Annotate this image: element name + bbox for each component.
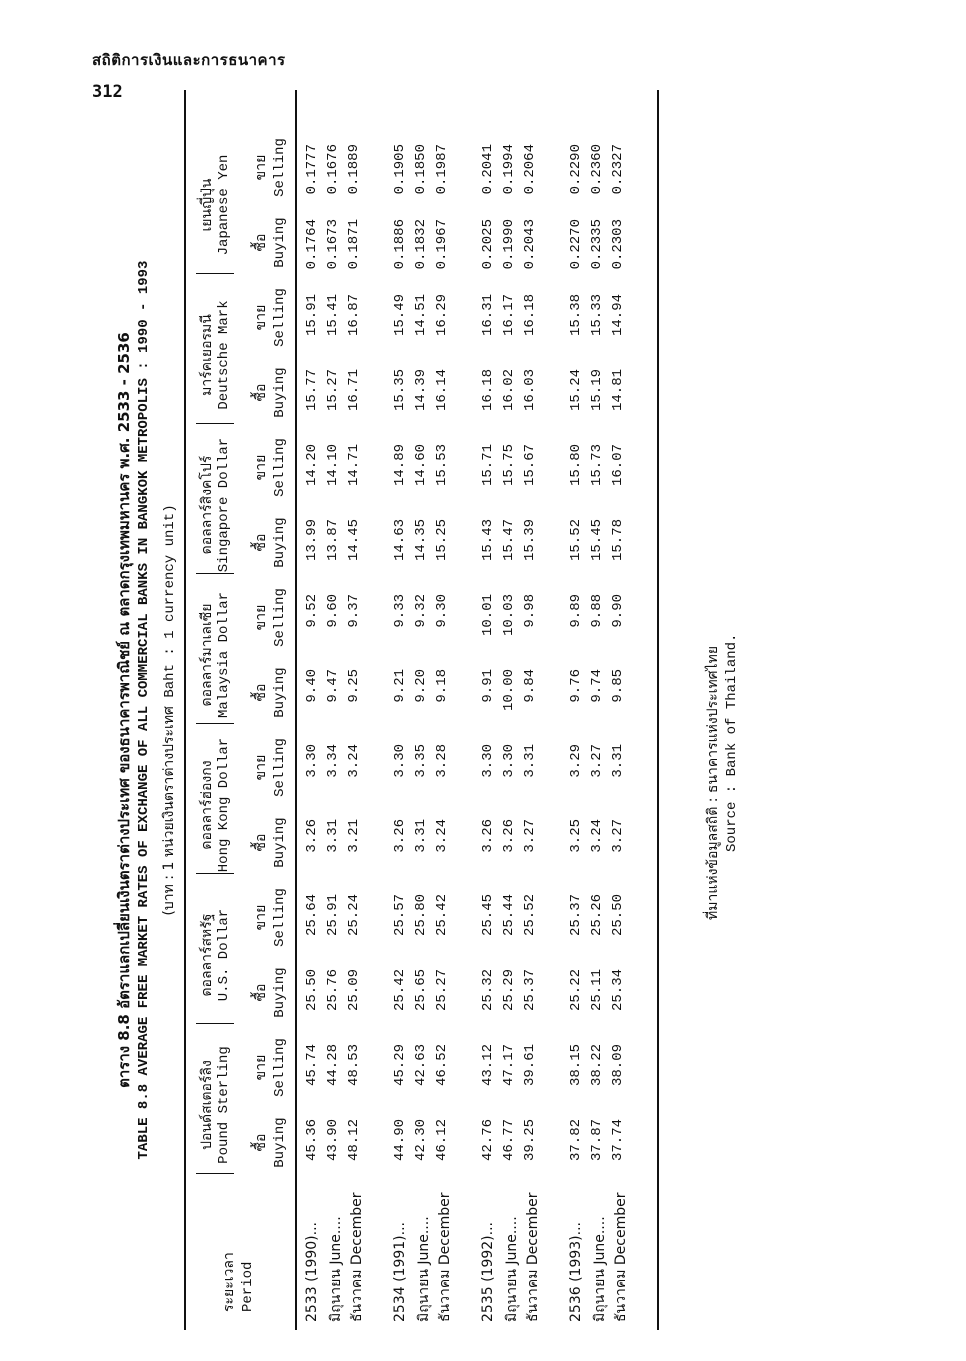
rate-cell: 15.80 — [568, 444, 584, 487]
row-period: ธันวาคม December — [349, 1192, 365, 1322]
buy-label-thai: ซื้อ — [253, 383, 269, 402]
rate-cell: 45.74 — [304, 1044, 320, 1087]
rate-cell: 14.51 — [413, 294, 429, 337]
rate-cell: 0.2270 — [568, 219, 584, 270]
column-divider — [196, 723, 234, 724]
rate-cell: 15.39 — [522, 519, 538, 562]
currency-name-thai: ดอลลาร์สิงคโปร์ — [199, 455, 215, 555]
rate-cell: 25.44 — [501, 894, 517, 937]
rate-cell: 0.2335 — [589, 219, 605, 270]
rate-cell: 16.87 — [346, 294, 362, 337]
rate-cell: 0.1673 — [325, 219, 341, 270]
buy-label-english: Buying — [272, 967, 288, 1018]
rate-cell: 15.24 — [568, 369, 584, 412]
rate-cell: 16.29 — [434, 294, 450, 337]
rate-cell: 16.14 — [434, 369, 450, 412]
buy-label-english: Buying — [272, 667, 288, 718]
rate-cell: 9.60 — [325, 594, 341, 628]
period-header-thai: ระยะเวลา — [221, 1252, 237, 1312]
rate-cell: 14.35 — [413, 519, 429, 562]
rate-cell: 38.15 — [568, 1044, 584, 1087]
rate-cell: 9.90 — [610, 594, 626, 628]
rate-cell: 43.90 — [325, 1119, 341, 1162]
sell-label-english: Selling — [272, 288, 288, 347]
rate-cell: 15.67 — [522, 444, 538, 487]
rate-cell: 46.12 — [434, 1119, 450, 1162]
buy-label-english: Buying — [272, 1117, 288, 1168]
rate-cell: 0.1676 — [325, 144, 341, 195]
rate-cell: 14.39 — [413, 369, 429, 412]
rate-cell: 37.82 — [568, 1119, 584, 1162]
buy-label-english: Buying — [272, 517, 288, 568]
row-period: มิถุนายน June.... — [504, 1216, 520, 1322]
rate-cell: 10.01 — [480, 594, 496, 637]
rate-cell: 15.71 — [480, 444, 496, 487]
sell-label-thai: ขาย — [253, 1054, 269, 1081]
rate-cell: 15.47 — [501, 519, 517, 562]
rate-cell: 3.31 — [413, 819, 429, 853]
rate-cell: 3.35 — [413, 744, 429, 778]
rate-cell: 0.1764 — [304, 219, 320, 270]
rate-cell: 39.25 — [522, 1119, 538, 1162]
currency-name-english: Deutsche Mark — [216, 300, 232, 410]
rate-cell: 25.27 — [434, 969, 450, 1012]
rate-cell: 3.34 — [325, 744, 341, 778]
rate-cell: 14.63 — [392, 519, 408, 562]
rate-cell: 15.91 — [304, 294, 320, 337]
rate-cell: 25.37 — [568, 894, 584, 937]
rate-cell: 3.24 — [589, 819, 605, 853]
rate-cell: 14.60 — [413, 444, 429, 487]
rate-cell: 38.22 — [589, 1044, 605, 1087]
currency-name-thai: ปอนด์สเตอร์ลิง — [199, 1060, 215, 1150]
rate-cell: 15.75 — [501, 444, 517, 487]
sell-label-thai: ขาย — [253, 604, 269, 631]
rate-cell: 15.38 — [568, 294, 584, 337]
rate-cell: 25.91 — [325, 894, 341, 937]
page-number: 312 — [92, 82, 123, 102]
rate-cell: 15.52 — [568, 519, 584, 562]
rate-cell: 14.10 — [325, 444, 341, 487]
column-divider — [196, 1173, 234, 1174]
rate-cell: 3.27 — [589, 744, 605, 778]
rate-cell: 15.27 — [325, 369, 341, 412]
rate-cell: 3.30 — [304, 744, 320, 778]
rate-cell: 3.27 — [522, 819, 538, 853]
row-period: ธันวาคม December — [525, 1192, 541, 1322]
rate-cell: 16.31 — [480, 294, 496, 337]
rate-cell: 9.33 — [392, 594, 408, 628]
row-period: 2535 (1992)... — [480, 1222, 496, 1322]
rate-cell: 0.2025 — [480, 219, 496, 270]
rate-cell: 25.32 — [480, 969, 496, 1012]
rate-cell: 42.76 — [480, 1119, 496, 1162]
rate-cell: 14.45 — [346, 519, 362, 562]
rate-cell: 10.00 — [501, 669, 517, 712]
rate-cell: 0.1889 — [346, 144, 362, 195]
rate-cell: 45.29 — [392, 1044, 408, 1087]
column-divider — [196, 423, 234, 424]
buy-label-thai: ซื้อ — [253, 1133, 269, 1152]
rate-cell: 16.18 — [480, 369, 496, 412]
table-title-thai: ตาราง 8.8 อัตราแลกเปลี่ยนเงินตราต่างประเทศ ของธนาคารพาณิชย์ ณ ตลาดกรุงเทพมหานคร พ.ศ. 2533 - 2536 — [115, 332, 133, 1088]
rate-cell: 0.1832 — [413, 219, 429, 270]
rate-cell: 25.50 — [304, 969, 320, 1012]
rate-cell: 14.89 — [392, 444, 408, 487]
rate-cell: 9.76 — [568, 669, 584, 703]
rate-cell: 9.18 — [434, 669, 450, 703]
rate-cell: 9.88 — [589, 594, 605, 628]
row-period: 2534 (1991)... — [392, 1222, 408, 1322]
source-note-thai: ที่มาแห่งข้อมูลสถิติ : ธนาคารแห่งประเทศไทย — [705, 645, 721, 920]
rate-cell: 25.11 — [589, 969, 605, 1012]
buy-label-thai: ซื้อ — [253, 833, 269, 852]
rate-cell: 9.84 — [522, 669, 538, 703]
rate-cell: 3.30 — [501, 744, 517, 778]
rate-cell: 15.78 — [610, 519, 626, 562]
column-divider — [196, 573, 234, 574]
rate-cell: 15.41 — [325, 294, 341, 337]
sell-label-english: Selling — [272, 1038, 288, 1097]
buy-label-thai: ซื้อ — [253, 983, 269, 1002]
rate-cell: 0.2303 — [610, 219, 626, 270]
sell-label-thai: ขาย — [253, 754, 269, 781]
rate-cell: 25.34 — [610, 969, 626, 1012]
rate-cell: 0.1994 — [501, 144, 517, 195]
rate-cell: 3.30 — [480, 744, 496, 778]
rate-cell: 0.1850 — [413, 144, 429, 195]
buy-label-thai: ซื้อ — [253, 683, 269, 702]
currency-name-english: Pound Sterling — [216, 1046, 232, 1164]
rate-cell: 15.53 — [434, 444, 450, 487]
rate-cell: 9.40 — [304, 669, 320, 703]
rate-cell: 3.31 — [610, 744, 626, 778]
sell-label-english: Selling — [272, 888, 288, 947]
rate-cell: 37.74 — [610, 1119, 626, 1162]
rate-cell: 47.17 — [501, 1044, 517, 1087]
rate-cell: 0.1987 — [434, 144, 450, 195]
row-period: มิถุนายน June.... — [328, 1216, 344, 1322]
rate-cell: 0.1990 — [501, 219, 517, 270]
sell-label-thai: ขาย — [253, 154, 269, 181]
rate-cell: 42.63 — [413, 1044, 429, 1087]
row-period: 2536 (1993)... — [568, 1222, 584, 1322]
rate-cell: 25.76 — [325, 969, 341, 1012]
buy-label-thai: ซื้อ — [253, 533, 269, 552]
rate-cell: 25.80 — [413, 894, 429, 937]
row-period: 2533 (1990)... — [304, 1222, 320, 1322]
rate-cell: 15.33 — [589, 294, 605, 337]
rate-cell: 45.36 — [304, 1119, 320, 1162]
rate-cell: 48.53 — [346, 1044, 362, 1087]
rate-cell: 15.25 — [434, 519, 450, 562]
rate-cell: 25.26 — [589, 894, 605, 937]
rate-cell: 13.87 — [325, 519, 341, 562]
rate-cell: 9.85 — [610, 669, 626, 703]
rate-cell: 16.02 — [501, 369, 517, 412]
rate-cell: 25.64 — [304, 894, 320, 937]
rate-cell: 9.89 — [568, 594, 584, 628]
table-bottom-rule — [657, 90, 659, 1330]
rate-cell: 25.22 — [568, 969, 584, 1012]
rate-cell: 9.74 — [589, 669, 605, 703]
currency-name-thai: มาร์คเยอรมนี — [199, 314, 215, 396]
rate-cell: 3.26 — [501, 819, 517, 853]
rate-cell: 25.42 — [392, 969, 408, 1012]
rate-cell: 3.27 — [610, 819, 626, 853]
rate-cell: 14.71 — [346, 444, 362, 487]
source-note-english: Source : Bank of Thailand. — [724, 633, 740, 852]
rate-cell: 0.2043 — [522, 219, 538, 270]
rate-cell: 15.43 — [480, 519, 496, 562]
rate-cell: 25.37 — [522, 969, 538, 1012]
unit-note-thai: (บาท : 1 หน่วยเงินตราต่างประเทศ — [161, 706, 177, 916]
currency-name-thai: ดอลลาร์สหรัฐ — [199, 913, 215, 997]
rate-cell: 15.77 — [304, 369, 320, 412]
rate-cell: 3.30 — [392, 744, 408, 778]
unit-note-english: Baht : 1 currency unit) — [162, 504, 178, 698]
currency-name-thai: เยนญี่ปุ่น — [199, 178, 215, 232]
rate-cell: 3.31 — [522, 744, 538, 778]
table-unit-note — [158, 90, 180, 1330]
currency-name-english: Hong Kong Dollar — [216, 737, 232, 873]
column-divider — [196, 273, 234, 274]
currency-name-thai: ดอลลาร์มาเลเซีย — [199, 603, 215, 707]
rate-cell: 43.12 — [480, 1044, 496, 1087]
table-title-english: TABLE 8.8 AVERAGE FREE MARKET RATES OF EXCHANGE OF ALL COMMERCIAL BANKS IN BANGKOK METROPOLIS : 1990 - 1993 — [136, 260, 152, 1160]
page-section-title: สถิติการเงินและการธนาคาร — [92, 51, 286, 69]
rate-cell: 42.30 — [413, 1119, 429, 1162]
rate-cell: 3.25 — [568, 819, 584, 853]
rate-cell: 44.28 — [325, 1044, 341, 1087]
rate-cell: 16.03 — [522, 369, 538, 412]
buy-label-english: Buying — [272, 367, 288, 418]
row-period: มิถุนายน June.... — [592, 1216, 608, 1322]
rate-cell: 0.1886 — [392, 219, 408, 270]
rate-cell: 3.21 — [346, 819, 362, 853]
rate-cell: 9.30 — [434, 594, 450, 628]
rate-cell: 15.35 — [392, 369, 408, 412]
currency-name-english: Singapore Dollar — [216, 437, 232, 573]
rate-cell: 16.07 — [610, 444, 626, 487]
rate-cell: 15.19 — [589, 369, 605, 412]
rate-cell: 25.50 — [610, 894, 626, 937]
sell-label-english: Selling — [272, 588, 288, 647]
rate-cell: 25.45 — [480, 894, 496, 937]
rate-cell: 9.47 — [325, 669, 341, 703]
rate-cell: 9.52 — [304, 594, 320, 628]
currency-name-english: Malaysia Dollar — [216, 591, 232, 719]
rate-cell: 25.42 — [434, 894, 450, 937]
rate-cell: 16.71 — [346, 369, 362, 412]
rate-cell: 25.24 — [346, 894, 362, 937]
sell-label-thai: ขาย — [253, 304, 269, 331]
rate-cell: 38.09 — [610, 1044, 626, 1087]
buy-label-thai: ซื้อ — [253, 233, 269, 252]
rate-cell: 39.61 — [522, 1044, 538, 1087]
rate-cell: 15.73 — [589, 444, 605, 487]
rate-cell: 3.26 — [304, 819, 320, 853]
rate-cell: 9.21 — [392, 669, 408, 703]
rate-cell: 9.32 — [413, 594, 429, 628]
rate-cell: 0.1777 — [304, 144, 320, 195]
rate-cell: 3.29 — [568, 744, 584, 778]
rate-cell: 13.99 — [304, 519, 320, 562]
rate-cell: 9.98 — [522, 594, 538, 628]
rate-cell: 10.03 — [501, 594, 517, 637]
currency-name-english: Japanese Yen — [216, 154, 232, 256]
rate-cell: 14.94 — [610, 294, 626, 337]
sell-label-english: Selling — [272, 438, 288, 497]
rate-cell: 15.45 — [589, 519, 605, 562]
rate-cell: 0.2327 — [610, 144, 626, 195]
rate-cell: 16.17 — [501, 294, 517, 337]
rate-cell: 3.24 — [434, 819, 450, 853]
rate-cell: 0.2041 — [480, 144, 496, 195]
rate-cell: 37.87 — [589, 1119, 605, 1162]
rate-cell: 0.1905 — [392, 144, 408, 195]
sell-label-english: Selling — [272, 738, 288, 797]
rate-cell: 0.1871 — [346, 219, 362, 270]
row-period: ธันวาคม December — [437, 1192, 453, 1322]
table-top-rule — [184, 90, 186, 1330]
rate-cell: 46.77 — [501, 1119, 517, 1162]
rate-cell: 25.29 — [501, 969, 517, 1012]
buy-label-english: Buying — [272, 217, 288, 268]
rate-cell: 9.37 — [346, 594, 362, 628]
currency-name-english: U.S. Dollar — [216, 908, 232, 1002]
column-divider — [196, 1023, 234, 1024]
period-header-english: Period — [240, 1261, 256, 1312]
rate-cell: 9.20 — [413, 669, 429, 703]
rate-cell: 14.81 — [610, 369, 626, 412]
rate-cell: 14.20 — [304, 444, 320, 487]
currency-name-thai: ดอลลาร์ฮ่องกง — [199, 760, 215, 850]
rate-cell: 3.28 — [434, 744, 450, 778]
rate-cell: 3.26 — [480, 819, 496, 853]
rate-cell: 25.09 — [346, 969, 362, 1012]
row-period: ธันวาคม December — [613, 1192, 629, 1322]
rate-cell: 3.24 — [346, 744, 362, 778]
column-divider — [196, 873, 234, 874]
sell-label-thai: ขาย — [253, 454, 269, 481]
sell-label-thai: ขาย — [253, 904, 269, 931]
buy-label-english: Buying — [272, 817, 288, 868]
rate-cell: 9.25 — [346, 669, 362, 703]
row-period: มิถุนายน June.... — [416, 1216, 432, 1322]
exchange-rate-table — [92, 90, 812, 1330]
rate-cell: 15.49 — [392, 294, 408, 337]
rate-cell: 25.65 — [413, 969, 429, 1012]
table-header-rule — [295, 90, 297, 1330]
rate-cell: 46.52 — [434, 1044, 450, 1087]
rate-cell: 3.26 — [392, 819, 408, 853]
rate-cell: 48.12 — [346, 1119, 362, 1162]
rate-cell: 25.57 — [392, 894, 408, 937]
rate-cell: 0.1967 — [434, 219, 450, 270]
rate-cell: 9.91 — [480, 669, 496, 703]
rate-cell: 0.2290 — [568, 144, 584, 195]
rate-cell: 0.2360 — [589, 144, 605, 195]
rate-cell: 0.2064 — [522, 144, 538, 195]
rate-cell: 3.31 — [325, 819, 341, 853]
rate-cell: 16.18 — [522, 294, 538, 337]
rate-cell: 44.90 — [392, 1119, 408, 1162]
rate-cell: 25.52 — [522, 894, 538, 937]
sell-label-english: Selling — [272, 138, 288, 197]
